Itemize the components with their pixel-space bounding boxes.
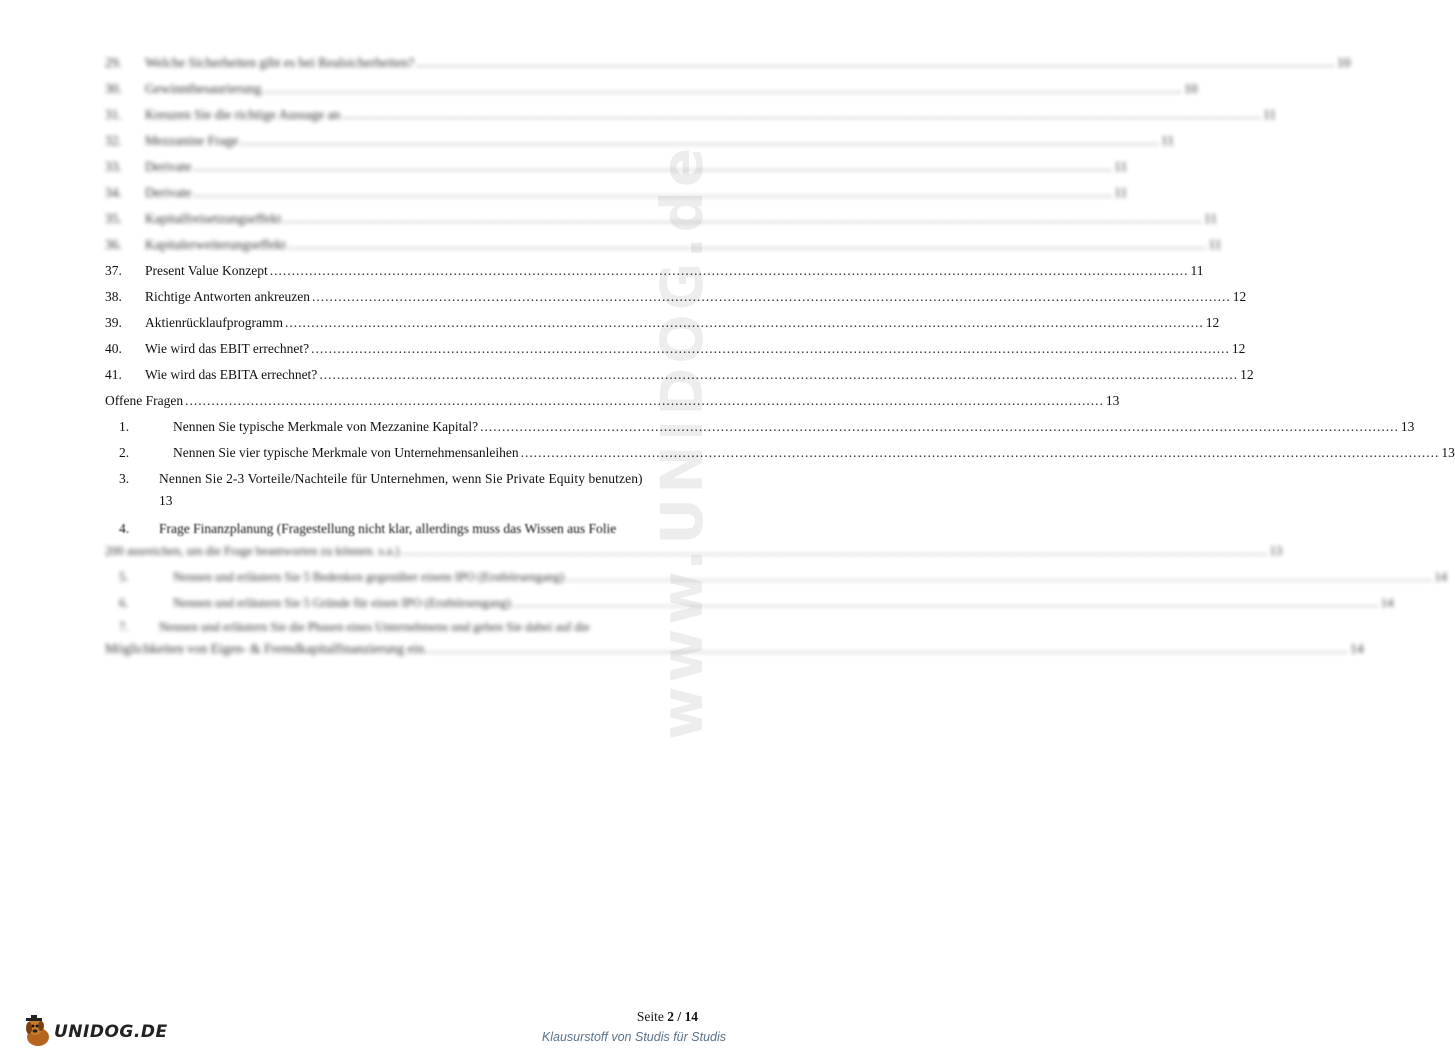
toc-entry[interactable] bbox=[105, 232, 1222, 258]
toc-entry-title: Nennen Sie vier typische Merkmale von Unternehmensanleihen bbox=[173, 445, 519, 460]
toc-entry-number: 31. bbox=[105, 107, 122, 122]
toc-entry-number: 40. bbox=[105, 341, 122, 356]
toc-entry-title: Derivate bbox=[145, 159, 192, 174]
toc-entry-page: 14 bbox=[1381, 596, 1394, 610]
toc-entry-number: 29. bbox=[105, 55, 122, 70]
toc-entry-page: 12 bbox=[1232, 289, 1247, 304]
toc-entry-number: 35. bbox=[105, 211, 122, 226]
toc-entry-title: Kreuzen Sie die richtige Aussage an bbox=[145, 107, 341, 122]
toc-entry-page: 10 bbox=[1183, 81, 1198, 96]
toc-entry-page: 13 bbox=[1400, 419, 1415, 434]
toc-entry-page: 11 bbox=[1114, 185, 1128, 200]
toc-entry-title: Derivate bbox=[145, 185, 192, 200]
toc-entry-title: Present Value Konzept bbox=[145, 263, 268, 278]
toc-leader bbox=[319, 362, 1238, 388]
toc-entry-number: 41. bbox=[105, 367, 122, 382]
toc-entry[interactable] bbox=[105, 284, 1247, 310]
toc-entry-page: 10 bbox=[1336, 55, 1351, 70]
toc-section-page: 13 bbox=[1105, 393, 1120, 408]
unidog-logo bbox=[20, 1012, 168, 1052]
toc-subentry[interactable] bbox=[105, 518, 1283, 562]
toc-section-title: Offene Fragen bbox=[105, 393, 184, 408]
page-separator: / bbox=[677, 1009, 682, 1024]
toc-entry-page: 11 bbox=[1208, 237, 1222, 252]
table-of-contents bbox=[105, 50, 1455, 660]
toc-entry[interactable] bbox=[105, 128, 1175, 154]
toc-subentry[interactable] bbox=[105, 616, 1364, 660]
toc-entry-title: Richtige Antworten ankreuzen bbox=[145, 289, 310, 304]
logo-text: UNIDOG.DE bbox=[54, 1022, 168, 1042]
toc-entry-number: 37. bbox=[105, 263, 122, 278]
toc-blurred-top bbox=[105, 50, 1351, 258]
toc-entry-number: 32. bbox=[105, 133, 122, 148]
toc-entry-title: Kapitalfreisetzungseffekt bbox=[145, 211, 282, 226]
toc-leader bbox=[270, 258, 1189, 284]
page-label: Seite bbox=[636, 1009, 664, 1024]
toc-leader bbox=[240, 128, 1159, 154]
toc-leader bbox=[283, 206, 1202, 232]
toc-entry-title: Frage Finanzplanung (Fragestellung nicht klar, allerdings muss das Wissen aus Folie bbox=[159, 521, 617, 536]
toc-entry-number: 36. bbox=[105, 237, 122, 252]
toc-entry-title: Wie wird das EBIT errechnet? bbox=[145, 341, 310, 356]
toc-entry-number: 30. bbox=[105, 81, 122, 96]
toc-subentry[interactable] bbox=[105, 468, 697, 512]
toc-subentry[interactable] bbox=[105, 564, 1447, 590]
toc-entry[interactable] bbox=[105, 102, 1277, 128]
toc-subentry[interactable] bbox=[105, 414, 1415, 440]
watermark: www.UNIDOG.de bbox=[648, 143, 716, 740]
toc-entry-page: 11 bbox=[1114, 159, 1128, 174]
toc-entry-title: Nennen Sie typische Merkmale von Mezzanine Kapital? bbox=[173, 419, 479, 434]
toc-entry-page: 11 bbox=[1263, 107, 1277, 122]
toc-entry[interactable] bbox=[105, 180, 1128, 206]
toc-leader bbox=[263, 76, 1182, 102]
toc-leader bbox=[342, 102, 1261, 128]
toc-entry-number: 7. bbox=[119, 620, 129, 634]
toc-leader bbox=[416, 50, 1335, 76]
toc-leader bbox=[193, 180, 1112, 206]
toc-entry-page: 13 bbox=[1441, 445, 1455, 460]
toc-entry-title: Wie wird das EBITA errechnet? bbox=[145, 367, 318, 382]
footer-tagline: Klausurstoff von Studis für Studis bbox=[541, 1030, 726, 1044]
toc-entry-title: Nennen und erläutern Sie 5 Gründe für einen IPO (Erstbörsengang) bbox=[173, 596, 511, 610]
toc-entry-number: 2. bbox=[119, 445, 130, 460]
toc-leader bbox=[193, 154, 1112, 180]
toc-leader bbox=[185, 388, 1104, 414]
toc-entry-title: Mezzanine Frage bbox=[145, 133, 239, 148]
dog-icon bbox=[20, 1015, 54, 1049]
toc-entry-number: 1. bbox=[119, 419, 130, 434]
toc-section-entry[interactable] bbox=[105, 388, 1120, 414]
toc-entry[interactable] bbox=[105, 258, 1204, 284]
toc-entry-title: Nennen und erläutern Sie 5 Bedenken gegenüber einem IPO (Erstbörsengang) bbox=[173, 570, 565, 584]
toc-leader bbox=[521, 440, 1440, 466]
toc-entry-number: 3. bbox=[119, 471, 130, 486]
toc-entry[interactable] bbox=[105, 362, 1254, 388]
toc-entry-page: 13 bbox=[159, 493, 173, 508]
toc-entry[interactable] bbox=[105, 310, 1220, 336]
toc-blurred-bottom bbox=[105, 564, 1447, 660]
toc-entry-title: Nennen Sie 2-3 Vorteile/Nachteile für Unternehmen, wenn Sie Private Equity benutzen) bbox=[159, 471, 643, 486]
toc-leader bbox=[285, 310, 1204, 336]
toc-entry[interactable] bbox=[105, 76, 1198, 102]
toc-entry[interactable] bbox=[105, 336, 1246, 362]
toc-entry-page: 12 bbox=[1240, 367, 1254, 382]
toc-entry-page: 11 bbox=[1161, 133, 1175, 148]
toc-leader bbox=[513, 590, 1379, 616]
toc-entry-number: 39. bbox=[105, 315, 122, 330]
toc-entry-number: 34. bbox=[105, 185, 122, 200]
toc-entry-title-continued: 200 ausreichen, um die Frage beantworten zu können. s.a.) bbox=[105, 544, 400, 558]
page-current: 2 bbox=[667, 1009, 674, 1024]
toc-leader bbox=[311, 336, 1230, 362]
toc-leader bbox=[401, 540, 1267, 562]
toc-entry-title: Aktienrücklaufprogramm bbox=[145, 315, 283, 330]
toc-entry-number: 38. bbox=[105, 289, 122, 304]
toc-entry-page: 14 bbox=[1434, 570, 1447, 584]
toc-entry-page: 11 bbox=[1190, 263, 1204, 278]
toc-entry-title: Gewinnthesaurierung bbox=[145, 81, 262, 96]
toc-leader bbox=[429, 638, 1348, 660]
toc-leader bbox=[566, 564, 1432, 590]
page-number bbox=[637, 1009, 698, 1025]
toc-subentry[interactable] bbox=[105, 440, 1455, 466]
toc-entry-title-continued: Möglichkeiten von Eigen- & Fremdkapitalfinanzierung ein. bbox=[105, 641, 428, 656]
toc-entry-page: 13 bbox=[1269, 544, 1283, 558]
toc-entry[interactable] bbox=[105, 206, 1217, 232]
toc-entry-page: 14 bbox=[1350, 641, 1364, 656]
toc-entry-number: 4. bbox=[119, 521, 130, 536]
toc-entry-title: Nennen und erläutern Sie die Phasen eines Unternehmens und gehen Sie dabei auf die bbox=[159, 620, 590, 634]
toc-entry-number: 5. bbox=[119, 570, 129, 584]
toc-entry-page: 12 bbox=[1231, 341, 1246, 356]
toc-entry-title: Welche Sicherheiten gibt es bei Realsicherheiten? bbox=[145, 55, 415, 70]
toc-entry[interactable] bbox=[105, 154, 1128, 180]
toc-subentry[interactable] bbox=[105, 590, 1394, 616]
toc-entry-title: Kapitalerweiterungseffekt bbox=[145, 237, 286, 252]
toc-leader bbox=[312, 284, 1231, 310]
toc-entry[interactable] bbox=[105, 50, 1351, 76]
toc-entry-page: 11 bbox=[1203, 211, 1217, 226]
toc-leader bbox=[480, 414, 1399, 440]
toc-entry-page: 12 bbox=[1205, 315, 1220, 330]
toc-entry-number: 33. bbox=[105, 159, 122, 174]
toc-entry-number: 6. bbox=[119, 596, 129, 610]
page-total: 14 bbox=[684, 1009, 698, 1024]
toc-leader bbox=[288, 232, 1207, 258]
